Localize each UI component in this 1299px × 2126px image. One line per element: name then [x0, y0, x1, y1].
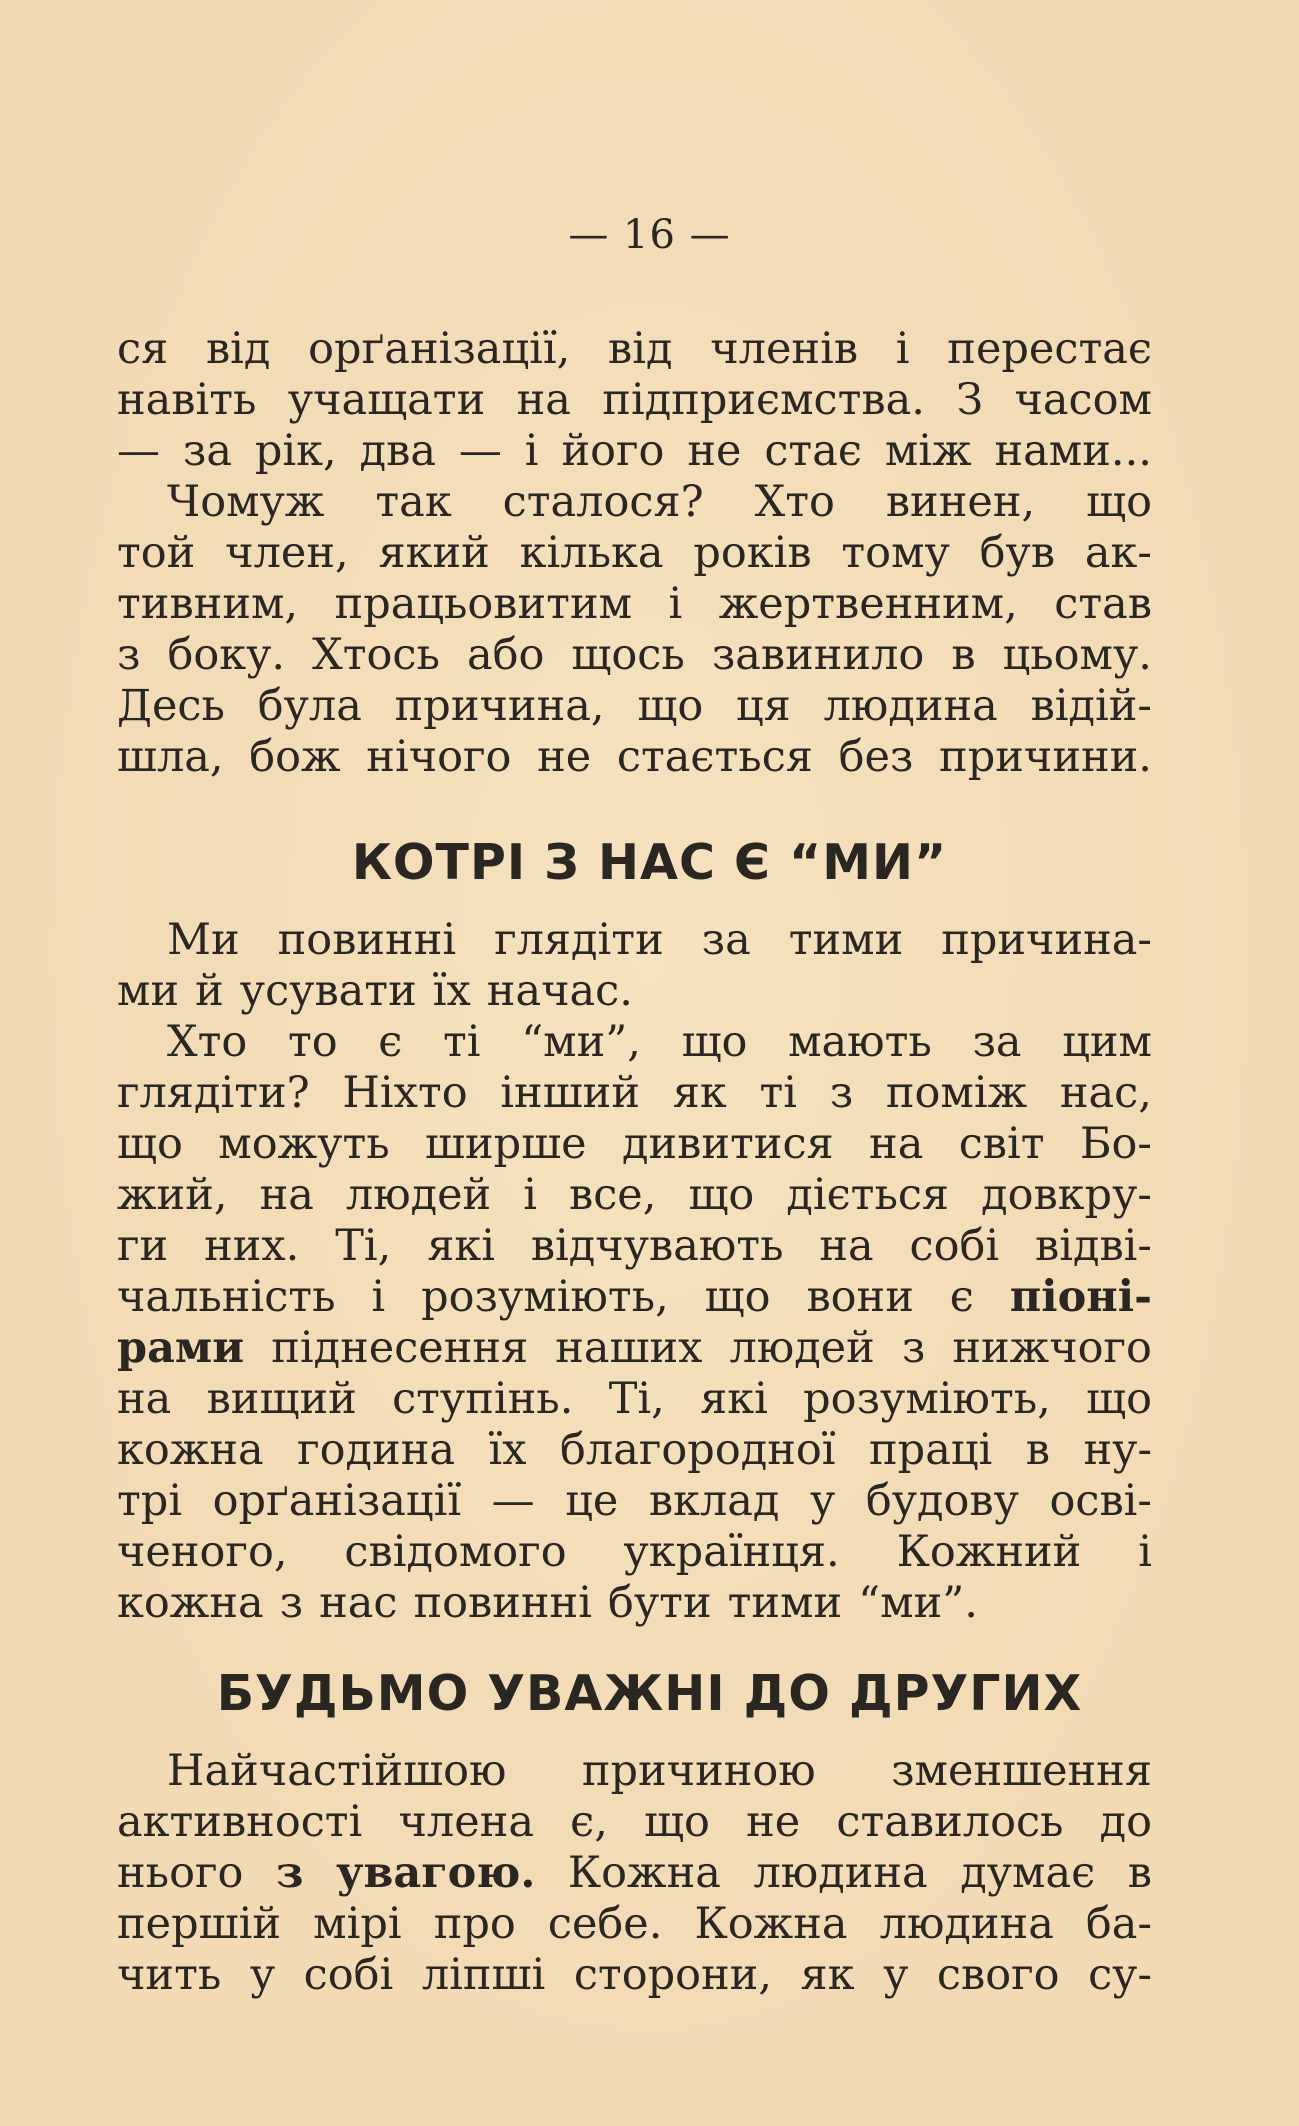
text-line: першій мірі про себе. Кожна людина ба-: [117, 1899, 1152, 1949]
text-line: кожна з нас повинні бути тими “ми”.: [117, 1578, 978, 1628]
text-line: ми й усувати їх начас.: [117, 966, 633, 1016]
section-heading-1: КОТРІ З НАС Є “МИ”: [351, 834, 948, 891]
text-line: Хто то є ті “ми”, що мають за цим: [167, 1017, 1152, 1067]
text-line: ся від орґанізації, від членів і перестає: [117, 324, 1152, 374]
paragraph-3: [117, 1746, 1152, 2001]
text-line: ги них. Ті, які відчувають на собі відві-: [117, 1221, 1152, 1271]
text-line: що можуть ширше дивитися на світ Бо-: [117, 1119, 1152, 1169]
text-line: тивним, працьовитим і жертвенним, став: [117, 579, 1152, 629]
paragraph-2: [117, 915, 1152, 1629]
text-line: активності члена є, що не ставилось до: [117, 1797, 1152, 1847]
text-line: з боку. Хтось або щось завинило в цьому.: [117, 630, 1152, 680]
text-line: жий, на людей і все, що діється довкру-: [117, 1170, 1152, 1220]
text-line: кожна година їх благородної праці в ну-: [117, 1425, 1152, 1475]
text-line: Найчастійшою причиною зменшення: [167, 1746, 1152, 1796]
text-line: той член, який кілька років тому був ак-: [117, 528, 1152, 578]
text-line: глядіти? Ніхто інший як ті з поміж нас,: [117, 1068, 1152, 1118]
text-line: трі орґанізації — це вклад у будову осві-: [117, 1476, 1152, 1526]
text-line: Ми повинні глядіти за тими причина-: [167, 915, 1152, 965]
text-line: шла, бож нічого не стається без причини.: [117, 732, 1152, 782]
text-line: Чомуж так сталося? Хто винен, що: [167, 477, 1152, 527]
section-heading-2: БУДЬМО УВАЖНІ ДО ДРУГИХ: [216, 1665, 1083, 1722]
text-line: нього з увагою. Кожна людина думає в: [117, 1848, 1152, 1898]
page-number: — 16 —: [568, 212, 731, 258]
text-line: чальність і розуміють, що вони є піоні-: [117, 1272, 1152, 1322]
text-line: рами піднесення наших людей з нижчого: [117, 1323, 1152, 1373]
text-line: — за рік, два — і його не стає між нами...: [117, 426, 1152, 476]
text-line: Десь була причина, що ця людина відій-: [117, 681, 1152, 731]
text-line: ченого, свідомого українця. Кожний і: [117, 1527, 1152, 1577]
paragraph-1: [117, 324, 1152, 783]
text-line: на вищий ступінь. Ті, які розуміють, що: [117, 1374, 1152, 1424]
text-line: навіть учащати на підприємства. З часом: [117, 375, 1152, 425]
text-line: чить у собі ліпші сторони, як у свого су-: [117, 1950, 1152, 2000]
